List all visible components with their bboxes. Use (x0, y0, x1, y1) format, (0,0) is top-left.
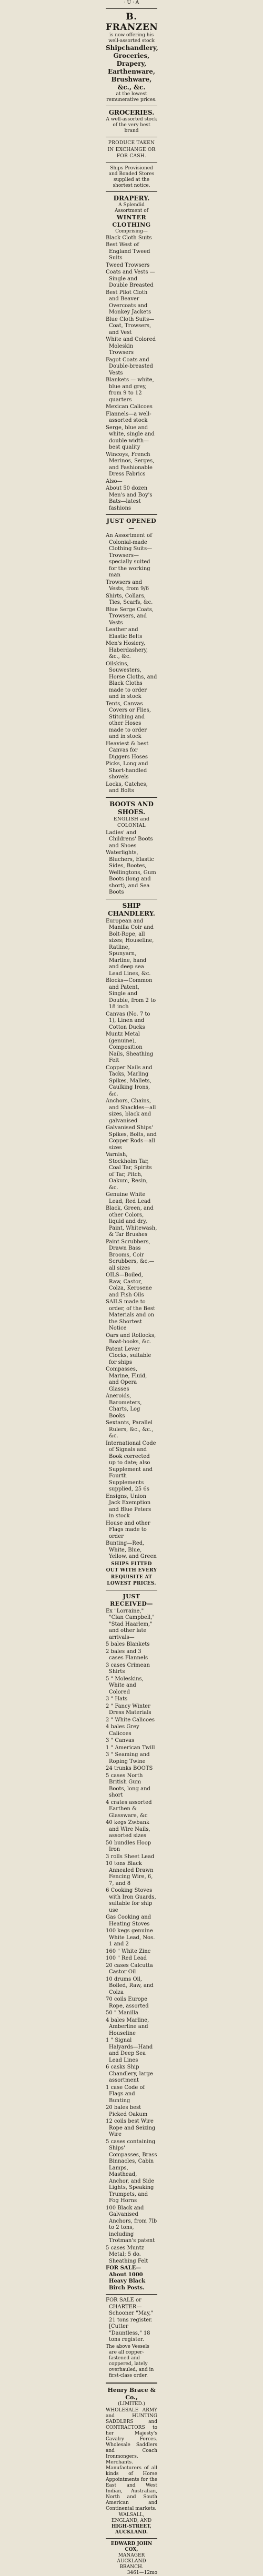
list-item: Gas Cooking and Heating Stoves (106, 1914, 151, 1927)
list-item: 2 " White Calicoes (106, 1717, 155, 1723)
list-item: Blankets — white, blue and grey, from 9 to 12 quarters (106, 377, 154, 403)
divider (106, 797, 157, 798)
list-item: 40 kegs Zwbank and Wire Nails, assorted sizes (106, 1820, 150, 1839)
list-item: Mexican Calicoes (106, 404, 153, 410)
list-item: Copper Nails and Tacks, Marling Spikes, Mallets, Caulking Irons, &c. (106, 1064, 153, 1097)
list-item: Anchors, Chains, and Shackles—all sizes, black and galvanised (106, 1098, 156, 1124)
list-item: 10 tons Black Annealed Drawn Fencing Wire, 6, 7, and 8 (106, 1861, 154, 1887)
list-item: European and Manilla Coir and Bolt-Rope, all sizes; Houseline, Ratline, Spunyarn, Marline, hand and deep sea Lead Lines, &c. (106, 918, 154, 977)
chandlery-list (106, 918, 157, 1560)
list-item: Wincoys, French Merinos, Serges, and Fashionable Dress Fabrics (106, 451, 155, 477)
list-item: Leather and Elastic Belts (106, 627, 143, 640)
list-item: Muntz Metal (genuine), Composition Nails, Sheathing Felt (106, 1031, 154, 1063)
top-ornament: · U · A (124, 0, 139, 5)
franzen-line4: at the lowest remunerative prices. (106, 92, 157, 103)
divider (106, 2294, 157, 2295)
boots-sub: ENGLISH and COLONIAL (113, 816, 150, 828)
franzen-line1: Shipchandlery, Groceries, (106, 44, 158, 59)
received-sale: FOR SALE—About 1000 Heavy Black Birch Posts. (106, 2265, 146, 2291)
list-item: 3 " Seaming and Roping Twine (106, 1752, 150, 1764)
just-opened-title: JUST OPENED— (106, 518, 157, 532)
list-item: 70 coils Europe Rope, assorted (106, 1996, 149, 2009)
list-item: An Assortment of Colonial-made Clothing Suits—Trowsers—specially suited for the working man (106, 533, 153, 578)
drapery-winter: WINTER CLOTHING (112, 214, 151, 228)
list-item: Tents, Canvas Covers or Flies, Stitching and other Hoses made to order and in stock (106, 701, 151, 739)
list-item: Best Pilot Cloth and Beaver Overcoats and Monkey Jackets (106, 289, 151, 315)
list-item: Paint Scrubbers, Drawn Bass Brooms, Coir Scrubbers, &c.—all sizes (106, 1239, 155, 1271)
list-item: OILS—Boiled, Raw, Castor, Colza, Kerosene and Fish Oils (106, 1272, 152, 1298)
list-item: 1 " American Twill (106, 1745, 155, 1751)
boots-title: BOOTS AND SHOES. (109, 800, 154, 816)
list-item: White and Colored Moleskin Trowsers (106, 337, 156, 356)
groceries-produce: PRODUCE TAKEN IN EXCHANGE OR FOR CASH. (107, 140, 156, 159)
drapery-list (106, 235, 157, 512)
list-item: International Code of Signals and Book corrected up to date; also Supplement and Fourth Supplements supplied, 25 6s (106, 1440, 156, 1492)
groceries-ships: Ships Provisioned and Bonded Stores supplied at the shortest notice. (108, 165, 155, 188)
list-item: 2 " Fancy Winter Dress Materials (106, 1703, 151, 1716)
received-list (106, 1641, 157, 2265)
list-item: Flannels—a well-assorted stock (106, 411, 151, 423)
list-item: Compasses, Marine, Fluid, and Opera Glasses (106, 1366, 147, 1392)
brace-manager-title: MANAGER AUCKLAND BRANCH. (117, 2552, 146, 2570)
list-item: Serge, blue and white, single and double width—best quality (106, 424, 155, 450)
list-item: Also— (106, 478, 123, 484)
list-item: 50 " Manilla (106, 2010, 138, 2016)
list-item: Oilskins, Souwesters, Horse Cloths, and Black Cloths made to order and in stock (106, 661, 157, 699)
list-item: Patent Lever Clocks, suitable for ships (106, 1346, 151, 1365)
divider (106, 8, 157, 9)
list-item: Ensigns, Union Jack Exemption and Blue Peters in stock (106, 1493, 151, 1519)
franzen-line3: Brushware, &c., &c. (111, 76, 152, 91)
drapery-title: DRAPERY. (113, 194, 150, 202)
brace-high-street: HIGH-STREET, AUCKLAND. (112, 2523, 151, 2535)
franzen-name: B. FRANZEN (106, 12, 158, 33)
divider (106, 2538, 157, 2539)
chandlery-fitted: SHIPS FITTED OUT WITH EVERY REQUISITE AT LOWEST PRICES. (106, 1561, 157, 1586)
groceries-title: GROCERIES. (108, 109, 155, 116)
list-item: 6 casks Ship Chandlery, large assortment (106, 2064, 153, 2083)
list-item: Best West of England Tweed Suits (106, 242, 150, 261)
list-item: 3 rolls Sheet Lead (106, 1853, 155, 1860)
list-item: 160 " White Zinc (106, 1948, 151, 1954)
list-item: 20 bales best Picked Oakum (106, 2105, 148, 2117)
list-item: 5 cases containing Ships' Compasses, Brass Binnacles, Cabin Lamps, Masthead, Anchor, and Side Lights, Speaking Trumpets, and Fog Horns (106, 2138, 157, 2204)
list-item: Sextants, Parallel Rulers, &c., &c., &c. (106, 1420, 154, 1439)
list-item: Bunting—Red, White, Blue, Yellow, and Green (106, 1540, 157, 1559)
list-item: About 50 dozen Men's and Boy's Bats—latest fashions (106, 485, 153, 511)
list-item: 5 " Moleskins, White and Colored (106, 1676, 144, 1695)
list-item: Galvanised Ships' Spikes, Bolts, and Copper Rods—all sizes (106, 1125, 157, 1151)
received-ex: Ex "Lorraine," "Clan Campbell," "Stad Haarlem," and other late arrivals— (106, 1608, 155, 1640)
list-item: 6 Cooking Stoves with Iron Guards, suitable for ship use (106, 1888, 156, 1913)
received-title: JUST RECEIVED— (110, 1593, 153, 1607)
list-item: Coats and Vests — Single and Double Breasted (106, 269, 155, 288)
list-item: Trowsers and Vests, from 9/6 (106, 579, 149, 592)
list-item: Genuine White Lead, Red Lead (106, 1192, 151, 1204)
list-item: Black Cloth Suits (106, 235, 152, 241)
list-item: 5 bales Blankets (106, 1641, 150, 1647)
list-item: Fagot Coats and Double-breasted Vests (106, 357, 153, 376)
list-item: 20 cases Calcutta Castor Oil (106, 1962, 153, 1975)
list-item: 4 bales Grey Calicoes (106, 1724, 139, 1737)
list-item: SAILS made to order, of the Best Materials and on the Shortest Notice (106, 1299, 156, 1331)
list-item: 5 cases Muntz Metal; 5 do. Sheathing Felt (106, 2245, 148, 2264)
charter-note: The above Vessels are all copper-fastened and coppered, lately overhauled, and in first-class order. (106, 2344, 154, 2378)
list-item: Locks, Catches, and Bolts (106, 781, 148, 794)
list-item: 100 " Red Lead (106, 1955, 147, 1961)
list-item: 4 bales Marline, Amberline and Houseline (106, 2017, 149, 2036)
brace-name: Henry Brace & Co., (107, 2386, 156, 2401)
list-item: 12 coils best Wire Rope and Seizing Wire (106, 2118, 156, 2137)
list-item: 100 Black and Galvanised Anchors, from 7lb to 2 tons, including Trotman's patent (106, 2205, 157, 2244)
list-item: House and other Flags made to order (106, 1520, 150, 1539)
groceries-desc: A well-assorted stock of the very best brand (106, 117, 157, 134)
brace-walsall: WALSALL, ENGLAND, AND (111, 2512, 152, 2523)
chandlery-title: SHIP CHANDLERY. (108, 901, 155, 917)
advertisement-column (106, 0, 157, 2576)
list-item: 1 case Code of Flags and Bunting (106, 2084, 145, 2104)
list-item: Varnish, Stockholm Tar, Coal Tar, Spirits of Tar, Pitch, Oakum, Resin, &c. (106, 1152, 152, 1191)
brace-body: WHOLESALE ARMY and HUNTING SADDLERS and CONTRACTORS to her Majesty's Cavalry Forces. Wholesale Saddlers and Coach Ironmongers. Merchants. Manufacturers of all kinds of Horse Appointments for the East and West Indian, Australian, North and South American and Continental markets. (106, 2407, 157, 2511)
drapery-comprising: Comprising— (115, 228, 148, 234)
charter-text: FOR SALE or CHARTER—Schooner "May," 21 tons register. [Cutter "Dauntless," 18 tons register. (106, 2297, 154, 2342)
brace-limited: (LIMITED.) (118, 2401, 145, 2407)
list-item: 3 " Canvas (106, 1738, 135, 1743)
list-item: Blue Cloth Suits—Coat, Trowsers, and Vest (106, 316, 155, 336)
list-item: Oars and Rollocks, Boat-hooks, &c. (106, 1332, 156, 1345)
just-opened-list (106, 533, 157, 795)
list-item: Aneroids, Barometers, Charts, Log Books (106, 1393, 142, 1419)
list-item: 50 bundles Hoop Iron (106, 1840, 151, 1852)
list-item: Men's Hosiery, Haberdashery, &c., &c. (106, 641, 148, 660)
list-item: 100 kegs genuine White Lead, Nos. 1 and 2 (106, 1928, 155, 1947)
list-item: 1 " Signal Halyards—Hand and Deep Sea Lead Lines (106, 2037, 153, 2063)
list-item: 10 drums Oil, Boiled, Raw, and Colza (106, 1976, 154, 1995)
divider (106, 514, 157, 515)
list-item: 3 cases Crimean Shirts (106, 1662, 150, 1675)
list-item: Blue Serge Coats, Trowsers, and Vests (106, 606, 154, 626)
double-divider (106, 2382, 157, 2384)
list-item: Heaviest & best Canvas for Diggers Hoses (106, 741, 149, 760)
franzen-line2: Drapery, Earthenware, (107, 60, 156, 75)
list-item: Blocks—Common and Patent, Single and Double, from 2 to 18 inch (106, 978, 156, 1010)
list-item: Shirts, Collars, Ties, Scarfs, &c. (106, 593, 153, 605)
list-item: 5 cases North British Gum Boots, long and short (106, 1772, 150, 1798)
list-item: Black, Green, and other Colors, liquid and dry, Paint, Whitewash, & Tar Brushes (106, 1205, 157, 1238)
list-item: 24 trunks BOOTS (106, 1766, 153, 1771)
list-item: Ladies' and Childrens' Boots and Shoes (106, 829, 153, 849)
divider (106, 191, 157, 192)
list-item: Canvas (No. 7 to 1), Linen and Cotton Ducks (106, 1011, 150, 1030)
list-item: Tweed Trowsers (106, 262, 150, 268)
list-item: Waterlights, Bluchers, Elastic Sides, Bootes, Wellingtons, Gum Boots (long and short), and Sea Boots (106, 850, 156, 895)
brace-manager: EDWARD JOHN COX, (110, 2541, 153, 2552)
list-item: 2 bales and 3 cases Flannels (106, 1648, 148, 1661)
list-item: 4 crates assorted Earthen & Glassware, &c (106, 1799, 152, 1819)
brace-ref: 3461—12mo (127, 2570, 157, 2575)
drapery-sub: A Splendid Assortment of (115, 202, 148, 214)
franzen-intro: is now offering his well-assorted stock (108, 33, 155, 44)
list-item: Picks, Long and Short-handled shovels (106, 761, 148, 780)
boots-list (106, 830, 157, 896)
list-item: 3 " Hats (106, 1696, 128, 1702)
